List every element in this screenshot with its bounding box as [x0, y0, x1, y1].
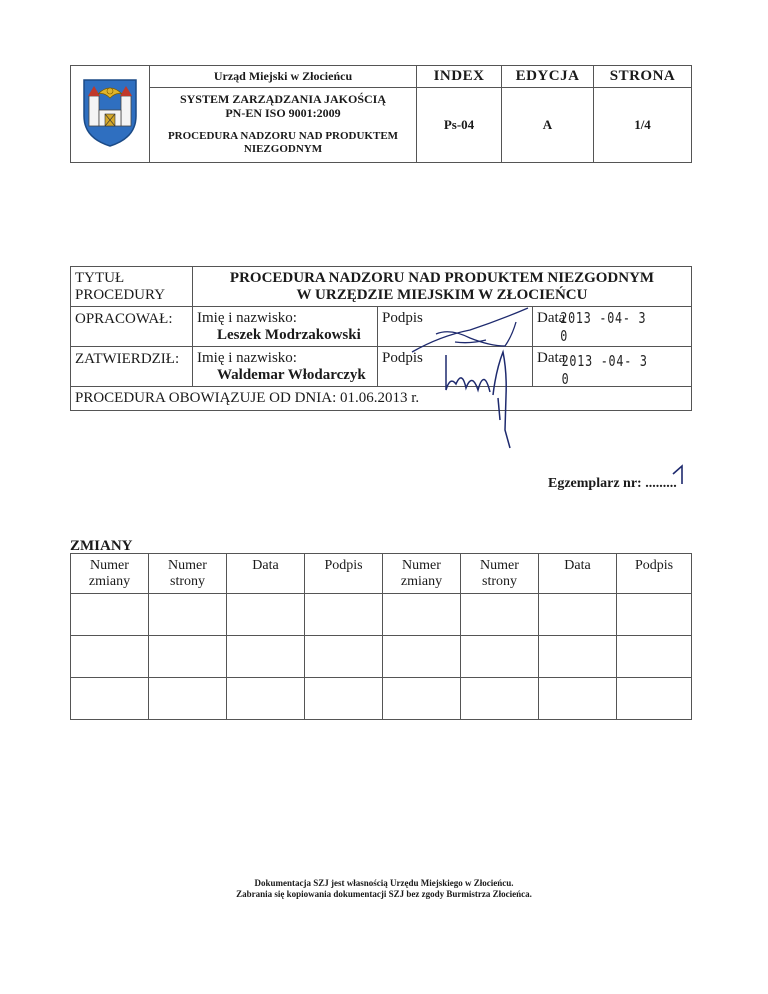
index-value: Ps-04 [417, 88, 502, 163]
header-text: Numer [480, 558, 519, 573]
header-text: Podpis [324, 558, 363, 573]
procedure-table [70, 266, 692, 411]
changes-header [149, 554, 227, 594]
approved-name-label: Imię i nazwisko: [197, 349, 297, 366]
table-row [71, 594, 692, 636]
header-text: zmiany [400, 574, 443, 589]
changes-table [70, 553, 692, 720]
page-header: STRONA [594, 66, 692, 88]
header-text: strony [170, 574, 205, 589]
header-text: Data [564, 558, 591, 573]
logo-cell [71, 66, 150, 163]
approved-person: Waldemar Włodarczyk [217, 366, 366, 383]
procedure-line-2: NIEZGODNYM [243, 143, 323, 156]
prepared-label: OPRACOWAŁ: [71, 307, 193, 347]
changes-header [539, 554, 617, 594]
procedure-name-label [150, 124, 417, 162]
changes-header [71, 554, 149, 594]
changes-header [383, 554, 461, 594]
prepared-signature-cell [378, 307, 533, 347]
header-text: Data [252, 558, 279, 573]
header-text: Numer [168, 558, 207, 573]
coat-of-arms-icon [80, 76, 140, 148]
header-text: Numer [90, 558, 129, 573]
header-text: Numer [402, 558, 441, 573]
approved-signature-cell [378, 347, 533, 387]
approved-date-cell [533, 347, 692, 387]
footer-notice [0, 878, 768, 900]
effective-date: PROCEDURA OBOWIĄZUJE OD DNIA: 01.06.2013 r. [71, 387, 692, 411]
title-label-line-1: TYTUŁ [75, 269, 125, 286]
changes-header [305, 554, 383, 594]
page-value: 1/4 [594, 88, 692, 163]
approved-date-stamp: 2013 -04- 3 0 [561, 352, 648, 388]
quality-system-label [150, 88, 417, 124]
edition-value: A [502, 88, 594, 163]
copy-number-label: Egzemplarz nr: ......... [548, 476, 677, 491]
index-header: INDEX [417, 66, 502, 88]
title-label [71, 267, 193, 307]
prepared-name-label: Imię i nazwisko: [197, 309, 297, 326]
changes-header [461, 554, 539, 594]
header-text: strony [482, 574, 517, 589]
prepared-date-stamp: 2013 -04- 3 0 [560, 309, 647, 345]
prepared-person: Leszek Modrzakowski [217, 326, 361, 343]
approved-name-cell [193, 347, 378, 387]
footer-line-2: Zabrania się kopiowania dokumentacji SZJ bez zgody Burmistrza Złocieńca. [236, 889, 532, 899]
system-line-1: SYSTEM ZARZĄDZANIA JAKOŚCIĄ [179, 92, 387, 107]
title-label-line-2: PROCEDURY [75, 286, 166, 303]
procedure-line-1: PROCEDURA NADZORU NAD PRODUKTEM [167, 130, 399, 143]
header-table [70, 65, 692, 163]
approved-label: ZATWIERDZIŁ: [71, 347, 193, 387]
prepared-date-cell [533, 307, 692, 347]
system-line-2: PN-EN ISO 9001:2009 [225, 106, 341, 121]
prepared-date-label: Data [537, 310, 566, 326]
footer-line-1: Dokumentacja SZJ jest własnością Urzędu Miejskiego w Złocieńcu. [254, 878, 514, 888]
changes-header [227, 554, 305, 594]
prepared-signature-label: Podpis [382, 310, 423, 326]
edition-header: EDYCJA [502, 66, 594, 88]
approved-date-label: Data [537, 350, 566, 366]
approved-signature-label: Podpis [382, 350, 423, 366]
header-text: Podpis [634, 558, 674, 573]
changes-header [617, 554, 692, 594]
table-row [71, 636, 692, 678]
prepared-name-cell [193, 307, 378, 347]
procedure-title-line-2: W URZĘDZIE MIEJSKIM W ZŁOCIEŃCU [296, 286, 588, 303]
header-text: zmiany [88, 574, 131, 589]
changes-title: ZMIANY [70, 538, 133, 554]
organization-name: Urząd Miejski w Złocieńcu [150, 66, 417, 88]
procedure-title [193, 267, 692, 307]
table-row [71, 678, 692, 720]
procedure-title-line-1: PROCEDURA NADZORU NAD PRODUKTEM NIEZGODNYM [229, 269, 655, 286]
